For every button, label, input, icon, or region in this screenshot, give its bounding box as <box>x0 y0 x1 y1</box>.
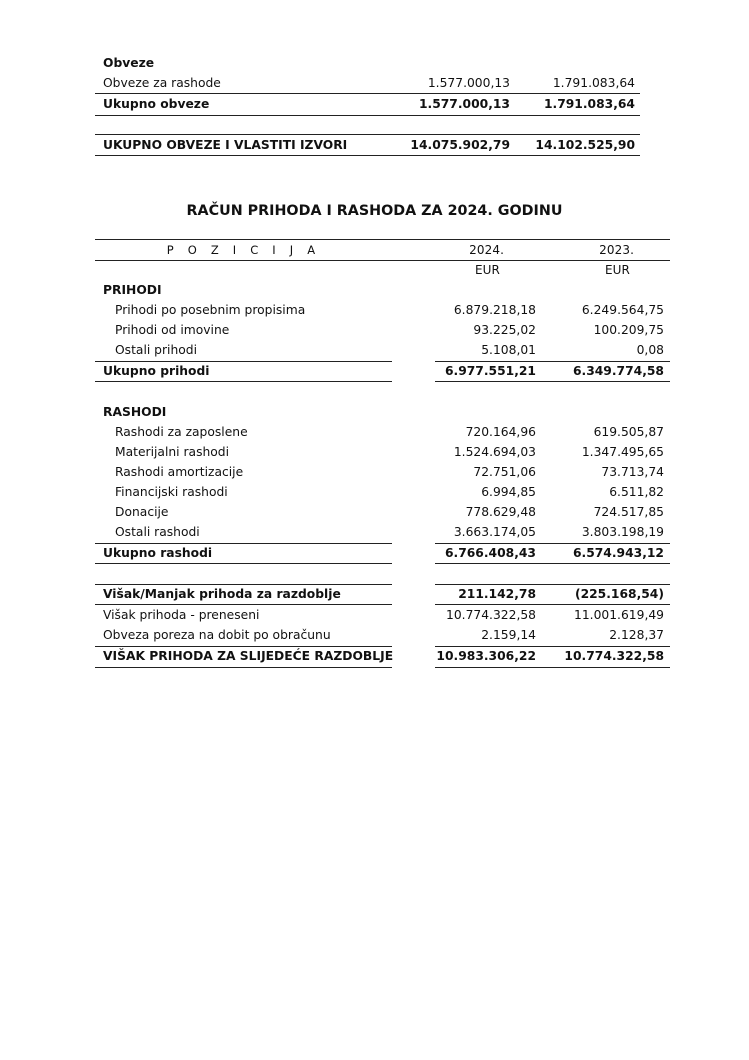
ukupno-obveze-2023: 1.791.083,64 <box>543 97 635 111</box>
column-header-position: P O Z I C I J A <box>166 243 321 257</box>
prihodi-row-2023: 100.209,75 <box>593 323 664 337</box>
visak-preneseni-2023: 11.001.619,49 <box>574 608 664 622</box>
currency-2023: EUR <box>604 263 630 277</box>
obveze-heading: Obveze <box>103 56 155 70</box>
subtotal-rule <box>95 543 392 544</box>
prihodi-row-2024: 93.225,02 <box>473 323 536 337</box>
rashodi-row-2024: 720.164,96 <box>465 425 536 439</box>
final-rule <box>95 667 392 668</box>
grand-total-label: UKUPNO OBVEZE I VLASTITI IZVORI <box>103 138 348 152</box>
subtotal-rule <box>95 381 392 382</box>
result-rule <box>95 584 392 585</box>
ukupno-rashodi-label: Ukupno rashodi <box>103 546 213 560</box>
income-statement-title: RAČUN PRIHODA I RASHODA ZA 2024. GODINU <box>186 203 563 219</box>
rashodi-row-2023: 619.505,87 <box>593 425 664 439</box>
visak-slijedece-label: VIŠAK PRIHODA ZA SLIJEDEĆE RAZDOBLJE <box>103 649 394 663</box>
ukupno-prihodi-label: Ukupno prihodi <box>103 364 210 378</box>
porez-2024: 2.159,14 <box>481 628 536 642</box>
result-rule <box>435 604 670 605</box>
visak-manjak-2023: (225.168,54) <box>574 587 664 601</box>
rashodi-row-2024: 778.629,48 <box>465 505 536 519</box>
subtotal-rule <box>435 563 670 564</box>
ukupno-prihodi-2024: 6.977.551,21 <box>444 364 536 378</box>
visak-manjak-label: Višak/Manjak prihoda za razdoblje <box>103 587 341 601</box>
obveze-row-2024: 1.577.000,13 <box>427 76 510 90</box>
result-rule <box>95 604 392 605</box>
header-top-rule <box>95 239 670 240</box>
visak-slijedece-2023: 10.774.322,58 <box>564 649 664 663</box>
porez-label: Obveza poreza na dobit po obračunu <box>103 628 331 642</box>
ukupno-rashodi-2023: 6.574.943,12 <box>572 546 664 560</box>
ukupno-rashodi-2024: 6.766.408,43 <box>444 546 536 560</box>
prihodi-row-label: Prihodi od imovine <box>115 323 230 337</box>
rashodi-row-2023: 3.803.198,19 <box>581 525 664 539</box>
obveze-row-label: Obveze za rashode <box>103 76 221 90</box>
visak-preneseni-2024: 10.774.322,58 <box>446 608 536 622</box>
subtotal-rule <box>435 381 670 382</box>
subtotal-rule <box>95 361 392 362</box>
prihodi-row-2023: 6.249.564,75 <box>581 303 664 317</box>
prihodi-row-2024: 6.879.218,18 <box>453 303 536 317</box>
rashodi-row-label: Rashodi za zaposlene <box>115 425 248 439</box>
divider <box>95 134 640 135</box>
rashodi-row-2024: 72.751,06 <box>473 465 536 479</box>
visak-manjak-2024: 211.142,78 <box>458 587 536 601</box>
rashodi-row-label: Materijalni rashodi <box>115 445 230 459</box>
prihodi-row-2024: 5.108,01 <box>481 343 536 357</box>
prihodi-heading: PRIHODI <box>103 283 162 297</box>
rashodi-row-2023: 724.517,85 <box>593 505 664 519</box>
rashodi-row-2023: 6.511,82 <box>609 485 664 499</box>
final-rule <box>435 667 670 668</box>
prihodi-row-label: Prihodi po posebnim propisima <box>115 303 306 317</box>
ukupno-prihodi-2023: 6.349.774,58 <box>572 364 664 378</box>
obveze-row-2023: 1.791.083,64 <box>552 76 635 90</box>
visak-preneseni-label: Višak prihoda - preneseni <box>103 608 260 622</box>
porez-2023: 2.128,37 <box>609 628 664 642</box>
rashodi-row-label: Financijski rashodi <box>115 485 228 499</box>
header-bottom-rule <box>95 260 670 261</box>
rashodi-heading: RASHODI <box>103 405 167 419</box>
rashodi-row-2023: 1.347.495,65 <box>581 445 664 459</box>
currency-2024: EUR <box>474 263 500 277</box>
result-rule <box>435 584 670 585</box>
prihodi-row-2023: 0,08 <box>636 343 664 357</box>
rashodi-row-label: Donacije <box>115 505 169 519</box>
subtotal-rule <box>435 361 670 362</box>
grand-total-2023: 14.102.525,90 <box>535 138 635 152</box>
rashodi-row-2024: 3.663.174,05 <box>453 525 536 539</box>
final-rule <box>435 646 670 647</box>
grand-total-2024: 14.075.902,79 <box>410 138 510 152</box>
ukupno-obveze-2024: 1.577.000,13 <box>418 97 510 111</box>
column-header-2023: 2023. <box>599 243 634 257</box>
column-header-2024: 2024. <box>469 243 504 257</box>
rashodi-row-2023: 73.713,74 <box>601 465 664 479</box>
prihodi-row-label: Ostali prihodi <box>115 343 198 357</box>
subtotal-rule <box>95 563 392 564</box>
rashodi-row-label: Rashodi amortizacije <box>115 465 244 479</box>
rashodi-row-2024: 1.524.694,03 <box>453 445 536 459</box>
rashodi-row-2024: 6.994,85 <box>481 485 536 499</box>
divider <box>95 155 640 156</box>
subtotal-rule <box>435 543 670 544</box>
divider <box>95 115 640 116</box>
final-rule <box>95 646 392 647</box>
ukupno-obveze-label: Ukupno obveze <box>103 97 210 111</box>
visak-slijedece-2024: 10.983.306,22 <box>436 649 536 663</box>
rashodi-row-label: Ostali rashodi <box>115 525 200 539</box>
divider <box>95 93 640 94</box>
